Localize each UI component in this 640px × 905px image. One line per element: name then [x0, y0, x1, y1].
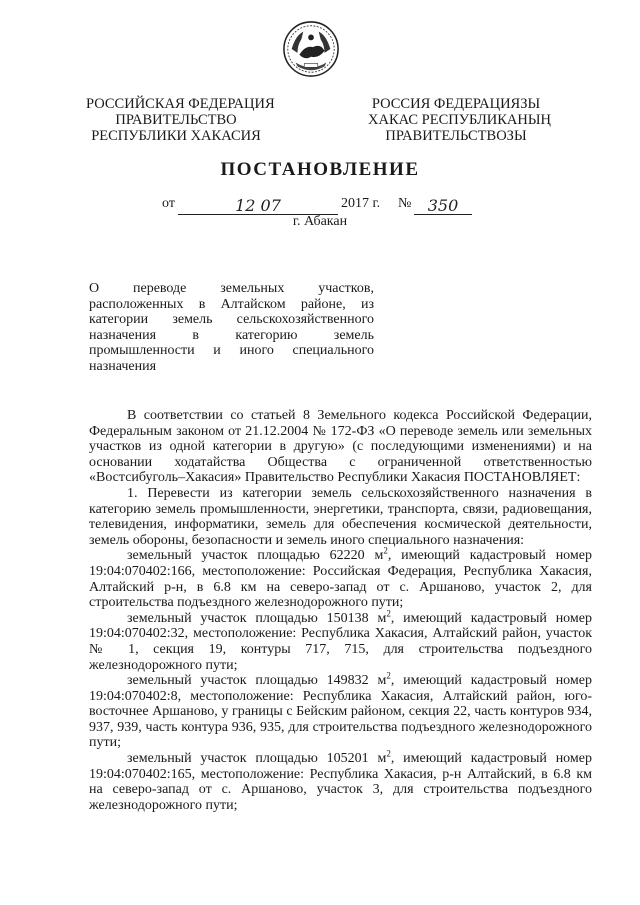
year-label: 2017 г.: [341, 196, 381, 211]
plot-text: , имеющий кадастровый номер 19:04:070402:8, местоположение: Республика Хакасия, Алтайский район, юго-восточнее Аршаново, у границы с Бейским районом, секция 22, часть контуров 934, 937, 939, часть контура 936, 935, для строительства подъездного железнодорожного пути;: [89, 673, 592, 751]
header-right-line: ПРАВИТЕЛЬСТВОЗЫ: [385, 128, 527, 144]
subject-line: назначения: [89, 358, 157, 374]
land-plot-paragraph: [89, 670, 592, 751]
square-superscript: 2: [383, 545, 388, 556]
header-right-khakas: [368, 96, 551, 144]
plot-text: земельный участок площадью 150138 м: [127, 610, 387, 626]
land-plot-paragraph: [89, 545, 592, 611]
preamble-paragraph: В соответствии со статьей 8 Земельного кодекса Российской Федерации, Федеральным законом от 21.12.2004 № 172-ФЗ «О переводе земель или земельных участков из одной категории в другую» (с последующими изменениями) и на основании ходатайства Общества с ограниченной ответственностью «Востсибуголь–Хакасия» Правительство Республики Хакасия ПОСТАНОВЛЯЕТ:: [89, 408, 592, 486]
header-left-line: РЕСПУБЛИКИ ХАКАСИЯ: [91, 128, 261, 144]
subject-line: назначения в категорию земель: [89, 327, 374, 343]
item-1-paragraph: 1. Перевести из категории земель сельскохозяйственного назначения в категорию земель промышленности, энергетики, транспорта, связи, радиовещания, телевидения, информатики, земель для обеспечения космической деятельности, земель обороны, безопасности и земель иного специального назначения:: [89, 485, 592, 548]
date-number-line: [0, 196, 640, 216]
subject-line: расположенных в Алтайском районе, из: [89, 296, 374, 312]
plot-text: , имеющий кадастровый номер 19:04:070402:166, местоположение: Российская Федерация, Республика Хакасия, Алтайский р-н, в 6.8 км на северо-запад от с. Аршаново, участок 2, для строительства подъездного железнодорожного пути;: [89, 548, 592, 611]
number-sign: №: [398, 196, 412, 211]
plot-text: земельный участок площадью 149832 м: [127, 673, 387, 689]
subject-line: О переводе земельных участков,: [89, 281, 374, 296]
header-left-russian: [86, 96, 275, 144]
header-right-line: ХАКАС РЕСПУБЛИКАНЫҢ: [368, 112, 551, 128]
plot-text: , имеющий кадастровый номер 19:04:070402:32, местоположение: Республика Хакасия, Алтайский район, участок № 1, секция 19, контуры 717, 715, для строительства подъездного железнодорожного пути;: [89, 610, 592, 673]
subject-line: категории земель сельскохозяйственного: [89, 312, 374, 328]
square-superscript: 2: [386, 608, 391, 619]
plot-text: земельный участок площадью 105201 м: [127, 751, 387, 767]
square-superscript: 2: [386, 670, 391, 681]
square-superscript: 2: [386, 748, 391, 759]
header-right-line: РОССИЯ ФЕДЕРАЦИЯЗЫ: [371, 96, 541, 112]
date-prefix: от: [162, 196, 175, 211]
city-label: г. Абакан: [292, 214, 348, 229]
plot-text: , имеющий кадастровый номер 19:04:070402:165, местоположение: Республика Хакасия, р-н Алтайский, в 6.8 км на северо-запад от с. Аршаново, участок 3, для строительства подъездного железнодорожного пути;: [89, 751, 592, 813]
land-plot-paragraph: [89, 748, 592, 813]
handwritten-date: 12 07: [178, 196, 338, 215]
document-title: ПОСТАНОВЛЕНИЕ: [220, 159, 420, 180]
header-left-line: РОССИЙСКАЯ ФЕДЕРАЦИЯ: [86, 96, 275, 112]
resolution-body: [89, 408, 592, 813]
header-left-line: ПРАВИТЕЛЬСТВО: [115, 112, 237, 128]
coat-of-arms-emblem: [282, 20, 340, 78]
resolution-subject: [89, 281, 374, 375]
land-plot-paragraph: [89, 608, 592, 673]
handwritten-number: 350: [414, 196, 472, 215]
plot-text: земельный участок площадью 62220 м: [127, 548, 384, 564]
subject-line: промышленности и иного специального: [89, 343, 374, 359]
